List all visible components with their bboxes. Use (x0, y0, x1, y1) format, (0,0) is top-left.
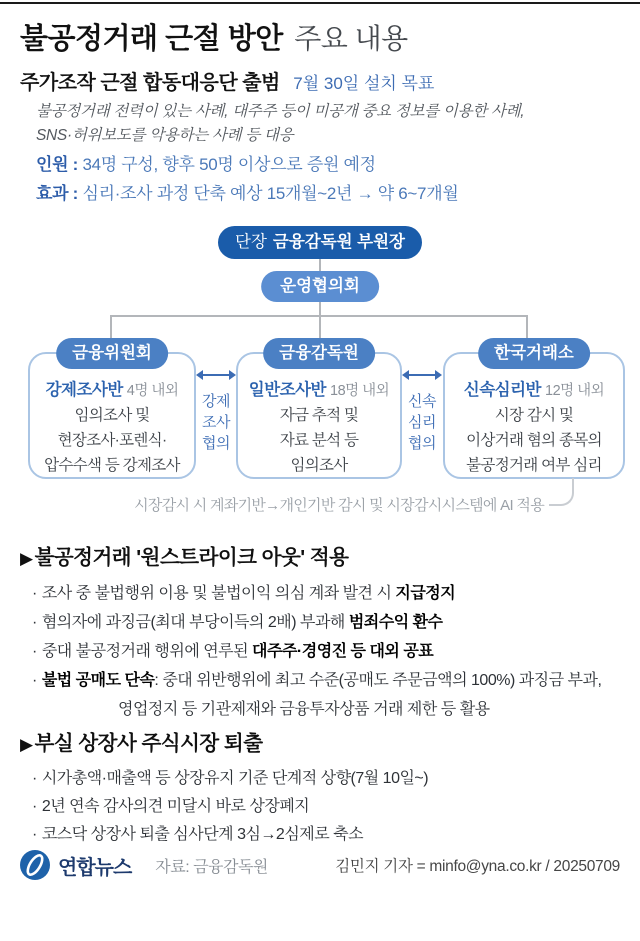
cooperation-label-line: 협의 (202, 435, 230, 452)
bullet-item (32, 793, 630, 821)
team-duties (238, 403, 400, 478)
team-name: 신속심리반 (463, 381, 541, 399)
info-line (36, 180, 458, 209)
bullet-text-bold: 대주주·경영진 등 대외 공표 (252, 643, 434, 660)
data-source: 자료: 금융감독원 (155, 858, 268, 876)
team-duties (30, 403, 194, 478)
team-duties (445, 403, 623, 478)
footer (20, 849, 620, 881)
bullet-item (32, 666, 630, 695)
top-rule (0, 2, 640, 4)
desc-line: 불공정거래 전력이 있는 사례, 대주주 등이 미공개 중요 정보를 이용한 사례, (36, 103, 525, 120)
dot-bullet-icon: · (32, 585, 37, 602)
info-label: 인원 : (36, 155, 83, 174)
bullet-continuation: 영업정지 등 기관제재와 금융투자상품 거래 제한 등 활용 (118, 701, 490, 718)
team-name: 강제조사반 (45, 381, 123, 399)
ai-note-connector-line (549, 478, 574, 506)
ai-note: 시장감시 시 계좌기반→개인기반 감시 및 시장감시시스템에 AI 적용 (134, 497, 544, 514)
bullet-item (32, 821, 630, 849)
section-one-strike-out (20, 540, 630, 724)
connector-line (319, 302, 321, 316)
org-chart (0, 226, 640, 526)
duty-line: 현장조사·포렌식· (57, 432, 167, 449)
bullet-text: 조사 중 불법행위 이용 및 불법이익 의심 계좌 발견 시 (41, 585, 396, 602)
team-line (445, 376, 623, 400)
connector-line (319, 315, 321, 339)
team-name: 일반조사반 (248, 381, 326, 399)
cooperation-arrow-left (193, 368, 239, 454)
team-line (30, 376, 194, 400)
bullet-text: 혐의자에 과징금(최대 부당이득의 2배) 부과해 (41, 614, 349, 631)
bullet-item (32, 637, 630, 666)
dot-bullet-icon: · (32, 798, 37, 815)
taskforce-info (36, 151, 458, 208)
bullet-text: 중대 불공정거래 행위에 연루된 (41, 643, 253, 660)
council-pill: 운영협의회 (261, 271, 379, 302)
section-title: ▶부실 상장사 주식시장 퇴출 (20, 732, 263, 755)
cooperation-label (399, 391, 445, 454)
double-arrow-icon (196, 368, 236, 385)
info-label: 효과 : (36, 183, 83, 203)
dot-bullet-icon: · (32, 614, 37, 631)
cooperation-label (193, 391, 239, 454)
org-name-pill: 금융감독원 (263, 338, 375, 369)
taskforce-title: 주가조작 근절 합동대응단 출범 (20, 72, 280, 94)
bullet-text-bold: 범죄수익 환수 (348, 614, 443, 631)
bullet-item (32, 765, 630, 793)
cooperation-label-line: 협의 (408, 435, 436, 452)
cooperation-label-line: 심리 (408, 414, 436, 431)
section-delisting (20, 726, 630, 849)
org-box (443, 344, 625, 479)
triangle-bullet-icon: ▶ (20, 735, 33, 754)
cooperation-label-line: 신속 (408, 393, 436, 410)
bullet-item (32, 579, 630, 608)
cooperation-label-line: 강제 (202, 393, 230, 410)
bullet-text: : 중대 위반행위에 최고 수준(공매도 주문금액의 100%) 과징금 부과, (154, 672, 602, 689)
org-name-pill: 금융위원회 (56, 338, 168, 369)
org-box (28, 344, 196, 479)
connector-line (110, 315, 112, 339)
desc-line: SNS·허위보도를 악용하는 사례 등 대응 (36, 127, 294, 144)
info-text: 심리·조사 과정 단축 예상 15개월~2년 → 약 6~7개월 (82, 183, 459, 203)
duty-line: 불공정거래 여부 심리 (466, 457, 602, 474)
duty-line: 자금 추적 및 (279, 407, 359, 424)
info-text: 34명 구성, 향후 50명 이상으로 증원 예정 (82, 155, 376, 174)
page-title (20, 16, 408, 57)
org-box (236, 344, 402, 479)
triangle-bullet-icon: ▶ (20, 549, 33, 568)
duty-line: 압수수색 등 강제조사 (44, 457, 180, 474)
duty-line: 임의조사 (290, 457, 348, 474)
double-arrow-icon (402, 368, 442, 385)
bullet-item (32, 608, 630, 637)
bullet-text-bold: 불법 공매도 단속 (41, 672, 155, 689)
connector-line (319, 259, 321, 271)
org-name-pill: 한국거래소 (478, 338, 590, 369)
connector-line (526, 315, 528, 339)
leader-title: 금융감독원 부원장 (272, 233, 405, 251)
bullet-list (32, 765, 630, 849)
duty-line: 자료 분석 등 (279, 432, 359, 449)
leader-role-label: 단장 (235, 233, 267, 251)
bullet-text-bold: 지급정지 (395, 585, 456, 602)
dot-bullet-icon: · (32, 826, 37, 843)
taskforce-date-note: 7월 30일 설치 목표 (293, 74, 435, 93)
team-size: 18명 내외 (330, 383, 390, 399)
case-descriptions (36, 100, 524, 148)
team-line (238, 376, 400, 400)
leader-pill (218, 226, 422, 259)
team-size: 12명 내외 (545, 383, 605, 399)
dot-bullet-icon: · (32, 672, 37, 689)
duty-line: 이상거래 혐의 종목의 (466, 432, 602, 449)
dot-bullet-icon: · (32, 770, 37, 787)
section-title: ▶불공정거래 '원스트라이크 아웃' 적용 (20, 546, 349, 569)
yonhap-logo-icon (20, 850, 50, 880)
team-size: 4명 내외 (126, 383, 179, 399)
duty-line: 임의조사 및 (74, 407, 150, 424)
duty-line: 시장 감시 및 (494, 407, 574, 424)
page-title-main: 불공정거래 근절 방안 (20, 23, 283, 55)
cooperation-label-line: 조사 (202, 414, 230, 431)
section-heading-taskforce (20, 66, 434, 95)
bullet-text: 시가총액·매출액 등 상장유지 기준 단계적 상향(7월 10일~) (41, 770, 429, 787)
page-title-sub: 주요 내용 (294, 23, 408, 54)
bullet-text: 2년 연속 감사의견 미달시 바로 상장폐지 (41, 798, 310, 815)
brand-name: 연합뉴스 (58, 856, 132, 879)
reporter-credit: 김민지 기자 = minfo@yna.co.kr / 20250709 (335, 858, 620, 875)
cooperation-arrow-right (399, 368, 445, 454)
info-line (36, 151, 458, 180)
dot-bullet-icon: · (32, 643, 37, 660)
bullet-text: 코스닥 상장사 퇴출 심사단계 3심→2심제로 축소 (41, 826, 364, 843)
bullet-list (32, 579, 630, 724)
